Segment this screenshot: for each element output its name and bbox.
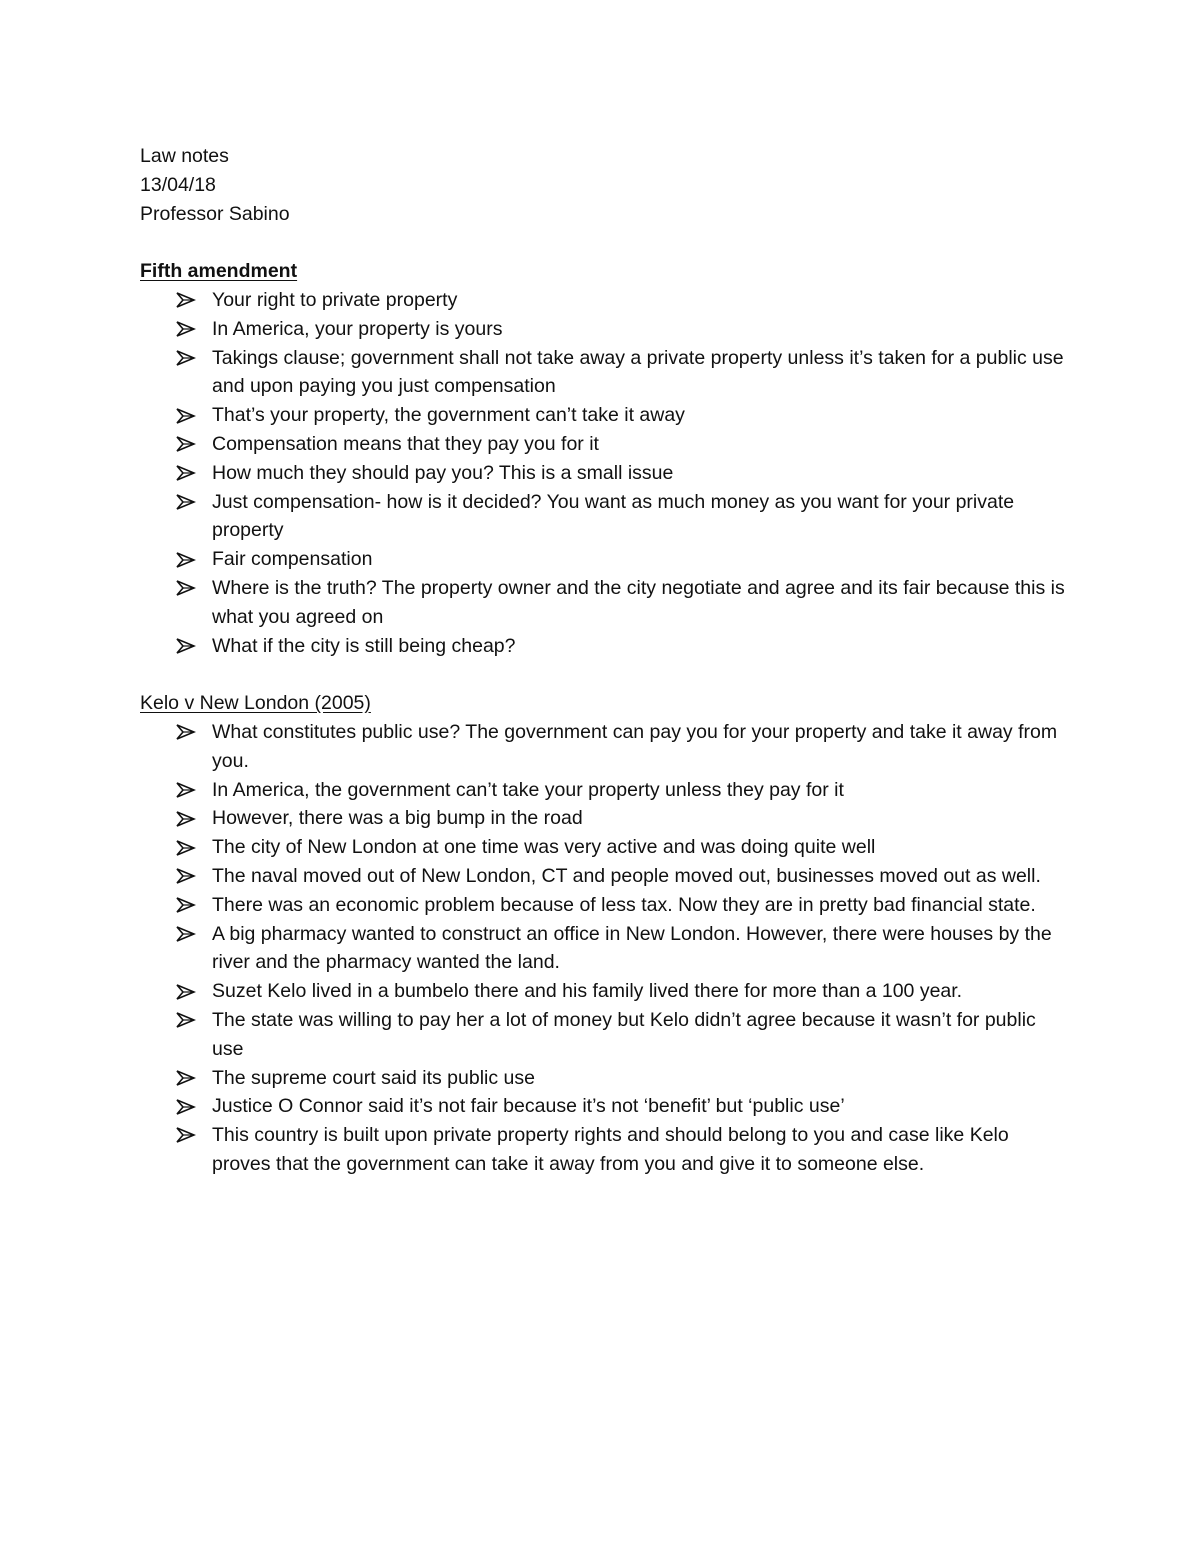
- bullet-text: However, there was a big bump in the road: [212, 807, 583, 830]
- arrow-bullet-icon: [176, 1092, 200, 1121]
- arrow-bullet-icon: [176, 1121, 200, 1150]
- arrow-bullet-icon: [176, 862, 200, 891]
- arrow-bullet-icon: [176, 344, 200, 373]
- doc-title: Law notes: [140, 145, 229, 167]
- bullet-item: [140, 315, 1070, 344]
- bullet-text: The naval moved out of New London, CT and people moved out, businesses moved out as well.: [212, 864, 1041, 887]
- doc-date: 13/04/18: [140, 173, 216, 196]
- bullet-text: Justice O Connor said it’s not fair because it’s not ‘benefit’ but ‘public use’: [212, 1095, 845, 1118]
- arrow-bullet-icon: [176, 891, 200, 920]
- spacer: [140, 660, 1070, 689]
- arrow-bullet-icon: [176, 545, 200, 574]
- arrow-bullet-icon: [176, 776, 200, 805]
- doc-professor: Professor Sabino: [140, 202, 290, 225]
- spacer: [140, 228, 1070, 257]
- bullet-item: [140, 920, 1070, 978]
- arrow-bullet-icon: [176, 833, 200, 862]
- bullet-text: Just compensation- how is it decided? You want as much money as you want for your private property: [212, 490, 1015, 542]
- arrow-bullet-icon: [176, 488, 200, 517]
- bullet-item: [140, 1064, 1070, 1093]
- bullet-item: [140, 1092, 1070, 1121]
- bullet-item: [140, 1121, 1070, 1179]
- bullet-item: [140, 430, 1070, 459]
- bullet-item: [140, 776, 1070, 805]
- bullet-text: How much they should pay you? This is a small issue: [212, 461, 674, 484]
- bullet-text: Where is the truth? The property owner and the city negotiate and agree and its fair because this is what you agreed on: [212, 576, 1065, 628]
- arrow-bullet-icon: [176, 804, 200, 833]
- bullet-text: Your right to private property: [212, 288, 458, 311]
- bullet-text: A big pharmacy wanted to construct an office in New London. However, there were houses by the river and the pharmacy wanted the land.: [212, 922, 1052, 974]
- arrow-bullet-icon: [176, 1064, 200, 1093]
- bullet-text: What constitutes public use? The government can pay you for your property and take it away from you.: [212, 720, 1058, 772]
- bullet-text: The city of New London at one time was very active and was doing quite well: [212, 836, 876, 859]
- bullet-item: [140, 286, 1070, 315]
- arrow-bullet-icon: [176, 286, 200, 315]
- bullet-text: Suzet Kelo lived in a bumbelo there and his family lived there for more than a 100 year.: [212, 980, 963, 1003]
- bullet-item: [140, 833, 1070, 862]
- bullet-item: [140, 1006, 1070, 1064]
- bullet-text: Compensation means that they pay you for it: [212, 432, 599, 455]
- bullet-item: [140, 401, 1070, 430]
- bullet-text: What if the city is still being cheap?: [212, 634, 516, 657]
- bullet-item: [140, 862, 1070, 891]
- bullet-text: Takings clause; government shall not take away a private property unless it’s taken for a public use and upon paying you just compensation: [212, 346, 1064, 398]
- bullet-text: That’s your property, the government can’t take it away: [212, 404, 685, 427]
- arrow-bullet-icon: [176, 920, 200, 949]
- arrow-bullet-icon: [176, 632, 200, 661]
- bullet-text: In America, your property is yours: [212, 317, 503, 340]
- bullet-text: Fair compensation: [212, 548, 373, 571]
- bullet-item: [140, 459, 1070, 488]
- arrow-bullet-icon: [176, 718, 200, 747]
- bullet-text: This country is built upon private property rights and should belong to you and case like Kelo proves that the government can take it away from you and give it to someone else.: [212, 1124, 1009, 1175]
- arrow-bullet-icon: [176, 315, 200, 344]
- bullet-item: [140, 718, 1070, 776]
- section-heading-kelo: Kelo v New London (2005): [140, 692, 371, 715]
- arrow-bullet-icon: [176, 430, 200, 459]
- bullet-item: [140, 804, 1070, 833]
- bullet-list-kelo: [140, 718, 1070, 1179]
- bullet-item: [140, 574, 1070, 632]
- bullet-item: [140, 977, 1070, 1006]
- bullet-text: The supreme court said its public use: [212, 1066, 535, 1089]
- bullet-item: [140, 488, 1070, 546]
- document-page: [140, 142, 1070, 1179]
- arrow-bullet-icon: [176, 977, 200, 1006]
- arrow-bullet-icon: [176, 574, 200, 603]
- bullet-item: [140, 344, 1070, 402]
- arrow-bullet-icon: [176, 1006, 200, 1035]
- bullet-item: [140, 545, 1070, 574]
- bullet-text: The state was willing to pay her a lot of money but Kelo didn’t agree because it wasn’t for public use: [212, 1008, 1036, 1060]
- bullet-item: [140, 891, 1070, 920]
- bullet-item: [140, 632, 1070, 661]
- bullet-list-fifth-amendment: [140, 286, 1070, 660]
- bullet-text: There was an economic problem because of less tax. Now they are in pretty bad financial state.: [212, 893, 1036, 916]
- section-heading-fifth-amendment: Fifth amendment: [140, 260, 298, 283]
- bullet-text: In America, the government can’t take your property unless they pay for it: [212, 778, 844, 801]
- arrow-bullet-icon: [176, 459, 200, 488]
- arrow-bullet-icon: [176, 401, 200, 430]
